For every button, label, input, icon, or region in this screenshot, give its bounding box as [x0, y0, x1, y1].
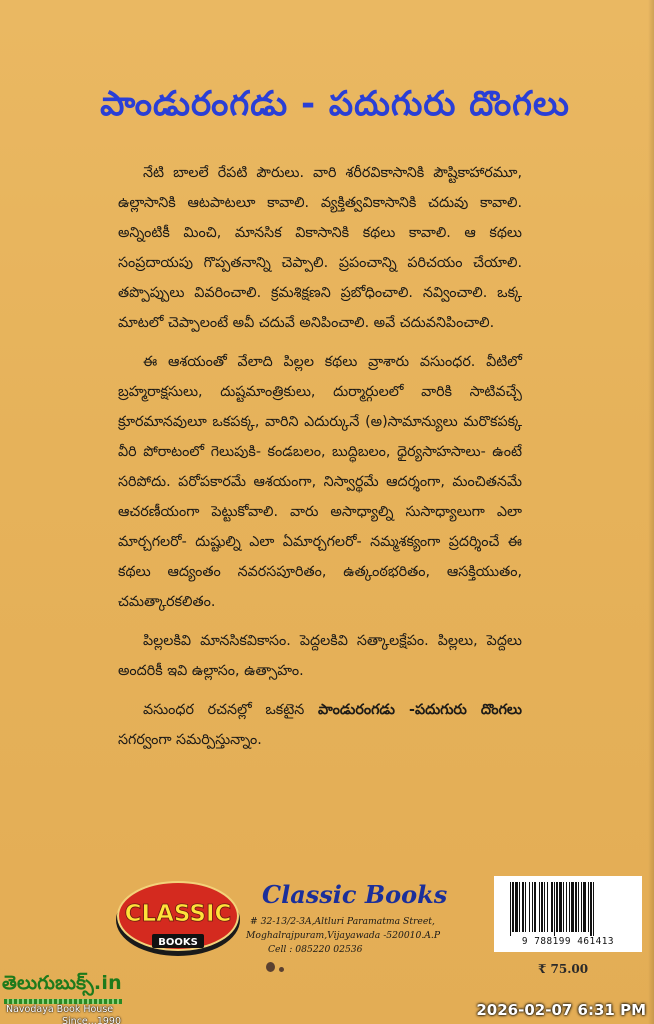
barcode-bar [563, 882, 564, 932]
classic-books-logo [114, 878, 242, 958]
isbn-barcode [494, 876, 642, 952]
logo-classic-text: CLASSIC [124, 901, 232, 927]
publisher-info [246, 880, 476, 956]
closing-after: సగర్వంగా సమర్పిస్తున్నాం. [118, 732, 262, 748]
publisher-name: Classic Books [262, 880, 448, 909]
barcode-bar [532, 882, 533, 932]
barcode-bar [593, 882, 594, 936]
barcode-number: 9 788199 461413 [521, 936, 615, 947]
watermark-subtitle: Navodaya Book House [6, 1004, 114, 1015]
watermark-logo [2, 972, 142, 1024]
barcode-bar [544, 882, 545, 932]
publisher-cell: Cell : 085220 02536 [268, 944, 363, 955]
barcode-bar [551, 882, 553, 932]
barcode-bar [522, 882, 524, 932]
photo-timestamp: 2026-02-07 6:31 PM [476, 1001, 646, 1019]
barcode-bar [519, 882, 520, 932]
barcode-bar [590, 882, 592, 936]
barcode-bar [556, 882, 558, 932]
blurb-text [118, 158, 522, 764]
cover-edge-shadow [648, 0, 654, 1024]
publisher-address-line2: Moghalrajpuram,Vijayawada -520010.A.P [246, 930, 441, 941]
book-title: పాండురంగడు - పదుగురు దొంగలు [100, 84, 570, 124]
barcode-bar [554, 882, 555, 936]
barcode-bar [566, 882, 567, 932]
blurb-paragraph-1: నేటి బాలలే రేపటి పౌరులు. వారి శరీరవికాసానికి పౌష్టికాహారమూ, ఉల్లాసానికి ఆటపాటలూ కావాలి. వ్యక్తిత్వవికాసానికి చదువు కావాలి. అన్నింటికీ మించి, మానసిక వికాసానికి కథలు కావాలి. ఆ కథలు సంప్రదాయపు గొప్పతనాన్ని చెప్పాలి. ప్రపంచాన్ని పరిచయం చేయాలి. తప్పొప్పులు వివరించాలి. క్రమశిక్షణని ప్రబోధించాలి. నవ్వించాలి. ఒక్క మాటలో చెప్పాలంటే అవీ చదువే అనిపించాలి. అవే చదువనిపించాలి. [118, 165, 522, 331]
barcode-bar [569, 882, 570, 932]
blurb-paragraph-3: పిల్లలకివి మానసికవికాసం. పెద్దలకివి సత్కాలక్షేపం. పిల్లలు, పెద్దలు అందరికీ ఇవి ఉల్లాసం, ఉత్సాహం. [118, 633, 522, 679]
print-speck [266, 962, 275, 972]
blurb-closing [118, 695, 522, 755]
barcode-bar [571, 882, 574, 932]
logo-books-text: BOOKS [158, 937, 198, 948]
barcode-bar [510, 882, 511, 936]
barcode-bar [581, 882, 582, 932]
barcode-bar [547, 882, 548, 932]
barcode-bar [539, 882, 540, 932]
barcode-bar [515, 882, 518, 932]
barcode-bar [534, 882, 536, 932]
barcode-bar [575, 882, 577, 932]
barcode-bar [559, 882, 562, 932]
watermark-title: తెలుగుబుక్స్.in [2, 972, 122, 994]
barcode-bar [525, 882, 526, 932]
barcode-bar [583, 882, 586, 932]
print-speck [279, 967, 284, 972]
barcode-bar [512, 882, 514, 932]
price-label: ₹ 75.00 [538, 962, 589, 976]
barcode-bar [541, 882, 543, 932]
blurb-paragraph-2: ఈ ఆశయంతో వేలాది పిల్లల కథలు వ్రాశారు వసుంధర. వీటిలో బ్రహ్మరాక్షసులు, దుష్టమాంత్రికులు, దుర్మార్గులలో వారికి సాటివచ్చే క్రూరమానవులూ ఒకపక్క, వారిని ఎదుర్కునే (అ)సామాన్యులు మరొకపక్క వీరి పోరాటంలో గెలుపుకి- కండబలం, బుద్ధిబలం, ధైర్యసాహసాలు- ఉంటే సరిపోదు. పరోపకారమే ఆశయంగా, నిస్వార్థమే ఆదర్శంగా, మంచితనమే ఆచరణీయంగా పెట్టుకోవాలి. వారు అసాధ్యాల్ని సుసాధ్యాలుగా ఎలా మార్చగలరో- దుష్టుల్ని ఎలా ఏమార్చగలరో- నమ్మశక్యంగా ప్రదర్శించే ఈ కథలు ఆద్యంతం నవరసపూరితం, ఉత్కంఠభరితం, ఆసక్తియుతం, చమత్కారకలితం. [118, 354, 522, 610]
closing-book-name: పాండురంగడు -పదుగురు దొంగలు [317, 702, 522, 718]
watermark-since: Since...1990 [62, 1016, 121, 1024]
barcode-bar [578, 882, 579, 932]
barcode-bars [508, 882, 632, 936]
barcode-bar [529, 882, 530, 932]
closing-before: వసుంధర రచనల్లో ఒకటైన [143, 702, 318, 718]
barcode-bar [588, 882, 589, 932]
publisher-address-line1: # 32-13/2-3A,Altluri Paramatma Street, [250, 916, 435, 927]
